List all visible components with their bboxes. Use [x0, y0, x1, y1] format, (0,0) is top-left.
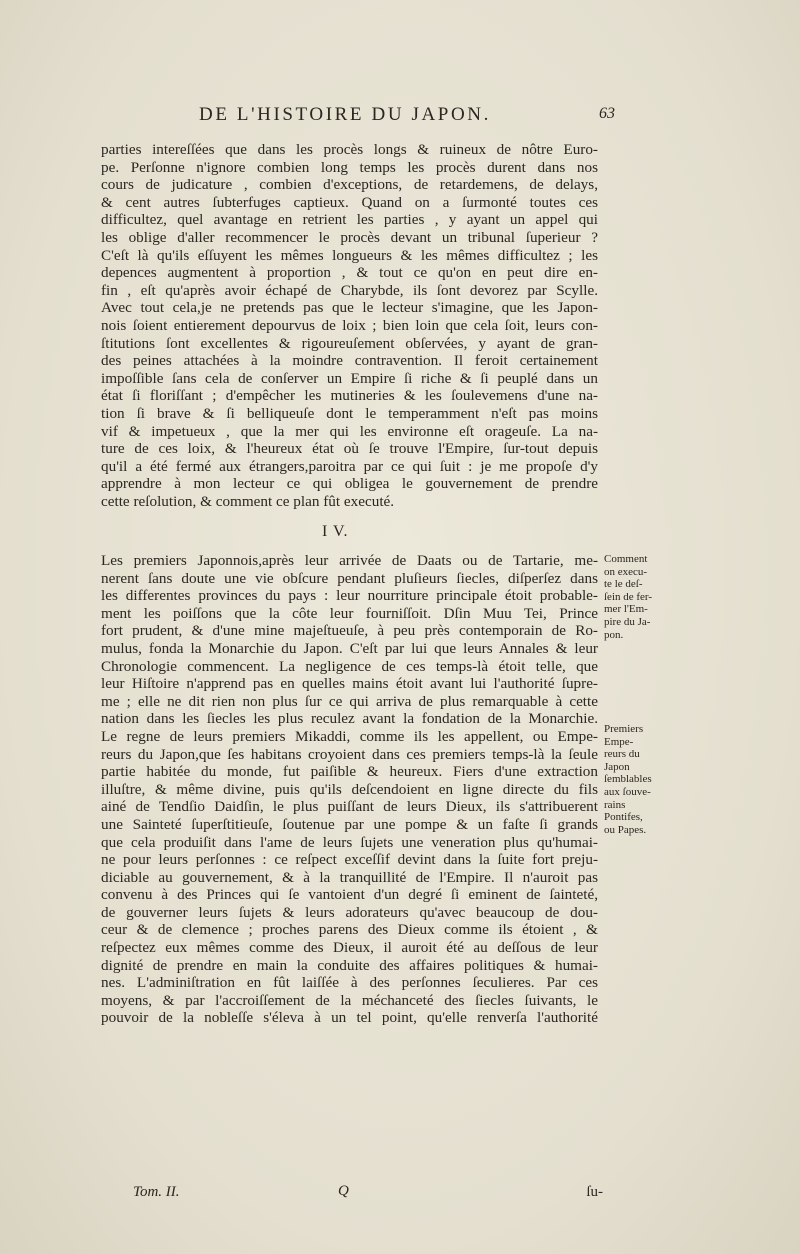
running-head-title: DE L'HISTOIRE DU JAPON.: [199, 104, 491, 125]
text-line: difficultez, quel avantage en retrient les parties , y ayant un appel qui: [101, 211, 598, 229]
page-footer: [133, 1184, 603, 1204]
page-number: 63: [599, 105, 615, 122]
text-line: tion ſi brave & ſi belliqueuſe dont le temperamment n'eſt pas moins: [101, 404, 598, 422]
running-head: [100, 104, 615, 126]
text-line: nes. L'adminiſtration en fût laiſſée à des perſonnes ſeculieres. Par ces: [101, 974, 598, 992]
text-line: nois ſoient entierement depourvus de loix ; bien loin que cela ſoit, leurs con-: [101, 316, 598, 334]
catchword: ſu-: [586, 1184, 603, 1200]
paragraph-block-2: [101, 552, 598, 1027]
text-line: parties intereſſées que dans les procès longs & ruineux de nôtre Euro-: [101, 141, 598, 158]
text-line: depences augmentent à proportion , & tout ce qu'on en peut dire en-: [101, 264, 598, 282]
text-line: Le regne de leurs premiers Mikaddi, comme ils les appellent, ou Empe-: [101, 727, 598, 745]
text-line: ture de ces loix, & l'heureux état où ſe trouve l'Empire, ſur-tout depuis: [101, 440, 598, 458]
text-line: que cela produiſit dans l'ame de leurs ſujets une veneration plus qu'humai-: [101, 833, 598, 851]
text-line: reſpectez eux mêmes comme des Dieux, il auroit été au deſſous de leur: [101, 939, 598, 957]
text-line: ment les poiſſons que la côte leur fourniſſoit. Dſin Muu Tei, Prince: [101, 604, 598, 622]
paragraph-block-1: [101, 141, 598, 510]
margin-note-line: rains: [604, 798, 626, 811]
text-line: nerent ſans doute une vie obſcure pendant pluſieurs ſiecles, diſperſez dans: [101, 569, 598, 587]
text-line: leur Hiſtoire n'apprend pas en quelles mains étoit avant lui l'authorité ſupre-: [101, 675, 598, 693]
text-line: de gouverner leurs ſujets & leurs adorateurs qu'avec beaucoup de dou-: [101, 903, 598, 921]
text-line: impoſſible ſans cela de conſerver un Empire ſi riche & ſi peuplé dans un: [101, 369, 598, 387]
margin-note-line: ſein de fer-: [604, 590, 653, 603]
margin-note-line: pire du Ja-: [604, 615, 651, 628]
text-line: mulus, fonda la Monarchie du Japon. C'eſt par lui que leurs Annales & leur: [101, 639, 598, 657]
section-number: I V.: [322, 523, 349, 540]
text-line: cours de judicature , combien d'exceptions, de retardemens, de delays,: [101, 176, 598, 194]
text-line: reurs du Japon,que ſes habitans croyoient dans ces premiers temps-là la ſeule: [101, 745, 598, 763]
margin-note-line: te le deſ-: [604, 578, 643, 591]
margin-note-line: aux ſouve-: [604, 785, 651, 798]
text-line: ſtitutions ſont excellentes & rigoureuſement obſervées, y ayant de gran-: [101, 334, 598, 352]
text-line: dignité de prendre en main la conduite des affaires politiques & humai-: [101, 956, 598, 974]
text-line: & cent autres ſubterfuges captieux. Quand on a ſurmonté toutes ces: [101, 193, 598, 211]
text-line: les oblige d'aller recommencer le procès devant un tribunal ſuperieur ?: [101, 228, 598, 246]
text-line: diciable au gouvernement, & à la tranquillité de l'Empire. Il n'auroit pas: [101, 868, 598, 886]
text-line: illuſtre, & même divine, puis qu'ils deſcendoient en ligne directe du fils: [101, 780, 598, 798]
volume-label: Tom. II.: [133, 1184, 180, 1200]
text-line: moyens, & par l'accroiſſement de la méchanceté des ſiecles ſuivants, le: [101, 991, 598, 1009]
text-line: partie habitée du monde, fut paiſible & heureux. Fiers d'une extraction: [101, 763, 598, 781]
margin-note-line: Empe-: [604, 735, 634, 748]
text-line: Les premiers Japonnois,après leur arrivée de Daats ou de Tartarie, me-: [101, 552, 598, 569]
margin-note-line: on execu-: [604, 565, 648, 578]
text-line: nation dans les ſiecles les plus reculez avant la fondation de la Monarchie.: [101, 710, 598, 728]
text-line: Chronologie commencent. La negligence de ces temps-là étoit telle, que: [101, 657, 598, 675]
margin-note-line: ſemblables: [604, 773, 652, 786]
text-line: les differentes provinces du pays : leur nourriture principale étoit probable-: [101, 587, 598, 605]
text-line: cette reſolution, & comment ce plan fût executé.: [101, 492, 395, 510]
text-line: des peines attachées à la moindre contravention. Il feroit certainement: [101, 352, 598, 370]
text-line: C'eſt là qu'ils eſſuyent les mêmes longueurs & les mêmes difficultez ; les: [101, 246, 598, 264]
text-line: pe. Perſonne n'ignore combien long temps les procès durent dans nos: [101, 158, 598, 176]
margin-note-line: Pontifes,: [604, 811, 643, 824]
margin-note-2: [604, 723, 684, 836]
margin-note-line: Premiers: [604, 723, 644, 735]
text-line: une Sainteté ſuperſtitieuſe, ſoutenue par une pompe & un faſte ſi grands: [101, 815, 598, 833]
text-line: convenu à des Princes qui ſe vantoient d'un degré ſi eminent de ſainteté,: [101, 886, 598, 904]
text-line: vif & impetueux , que la mer qui les environne eſt orageuſe. La na-: [101, 422, 598, 440]
text-line: Avec tout cela,je ne pretends pas que le lecteur s'imagine, que les Japon-: [101, 299, 598, 317]
text-line: fin , eſt qu'après avoir échapé de Charybde, ils ſont devorez par Scylle.: [101, 281, 598, 299]
margin-note-line: Japon: [604, 760, 630, 773]
text-line: fort prudent, & d'une mine majeſtueuſe, à peu près contemporain de Ro-: [101, 622, 598, 640]
text-line: me ; elle ne dit rien non plus ſur ce qui arriva de plus remarquable à cette: [101, 692, 598, 710]
signature-mark: Q: [338, 1183, 349, 1199]
margin-note-line: pon.: [604, 628, 624, 641]
text-line: ceur & de clemence ; proches parens des Dieux comme ils étoient , &: [101, 921, 598, 939]
margin-note-line: Comment: [604, 553, 648, 565]
margin-note-line: mer l'Em-: [604, 603, 648, 616]
margin-note-line: ou Papes.: [604, 823, 647, 836]
text-line: état ſi floriſſant ; d'empêcher les mutineries & les ſoulevemens d'une na-: [101, 387, 598, 405]
text-line: apprendre à mon lecteur ce qui obligea le gouvernement de prendre: [101, 475, 598, 493]
margin-note-1: [604, 553, 684, 641]
text-line: qu'il a été fermé aux étrangers,paroitra par ce qui ſuit : je me propoſe d'y: [101, 457, 598, 475]
text-line: pouvoir de la nobleſſe s'éleva à un tel point, qu'elle renverſa l'authorité: [101, 1009, 598, 1027]
margin-note-line: reurs du: [604, 748, 640, 761]
text-line: ne pour leurs perſonnes : ce reſpect exceſſif devint dans la ſuite fort preju-: [101, 851, 598, 869]
text-line: ainé de Tendſio Daidſin, le plus puiſſant de leurs Dieux, ils s'attribuerent: [101, 798, 598, 816]
